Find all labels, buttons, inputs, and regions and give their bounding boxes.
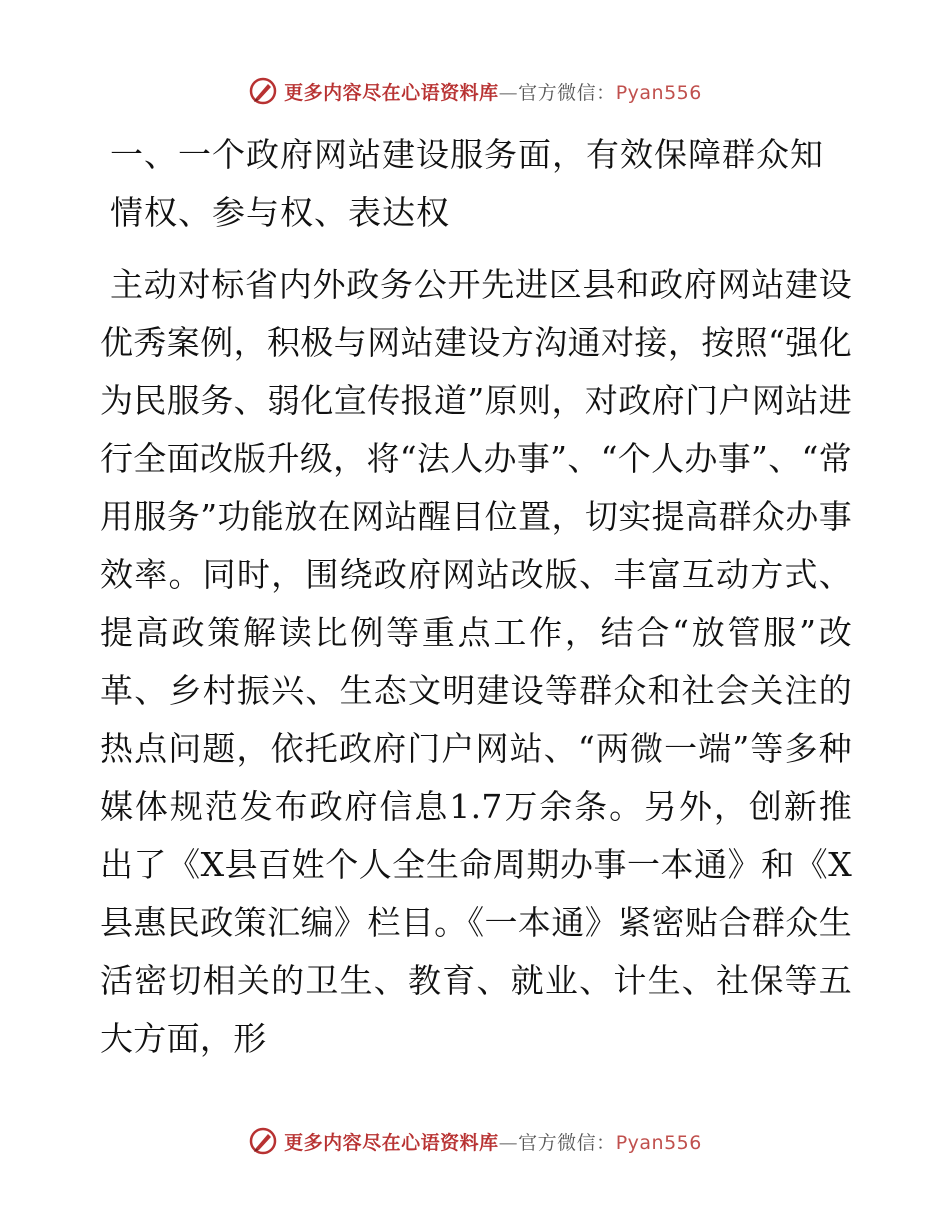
header-banner — [0, 73, 950, 109]
footer-wechat-label: 官方微信： — [518, 1131, 616, 1154]
header-banner-text — [284, 78, 702, 105]
footer-separator: — — [498, 1131, 519, 1154]
header-brand: 更多内容尽在心语资料库 — [284, 81, 499, 104]
footer-banner-text — [284, 1128, 702, 1155]
footer-wechat-id: Pyan556 — [615, 1131, 702, 1154]
header-wechat-id: Pyan556 — [615, 81, 702, 104]
section-heading: 一、一个政府网站建设服务面，有效保障群众知情权、参与权、表达权 — [110, 135, 824, 232]
footer-brand: 更多内容尽在心语资料库 — [284, 1131, 499, 1154]
pen-logo-icon — [248, 1126, 278, 1156]
body-paragraph: 主动对标省内外政务公开先进区县和政府网站建设优秀案例，积极与网站建设方沟通对接，按照“强化为民服务、弱化宣传报道”原则，对政府门户网站进行全面改版升级，将“法人办事”、“个人办事”、“常用服务”功能放在网站醒目位置，切实提高群众办事效率。同时，围绕政府网站改版、丰富互动方式、提高政策解读比例等重点工作，结合“放管服”改革、乡村振兴、生态文明建设等群众和社会关注的热点问题，依托政府门户网站、“两微一端”等多种媒体规范发布政府信息1.7万余条。另外，创新推出了《X县百姓个人全生命周期办事一本通》和《X县惠民政策汇编》栏目。《一本通》紧密贴合群众生活密切相关的卫生、教育、就业、计生、社保等五大方面，形 — [100, 265, 852, 1058]
header-separator: — — [498, 81, 519, 104]
footer-banner — [0, 1123, 950, 1159]
pen-logo-icon — [248, 76, 278, 106]
document-body — [100, 126, 852, 1068]
header-wechat-label: 官方微信： — [518, 81, 616, 104]
